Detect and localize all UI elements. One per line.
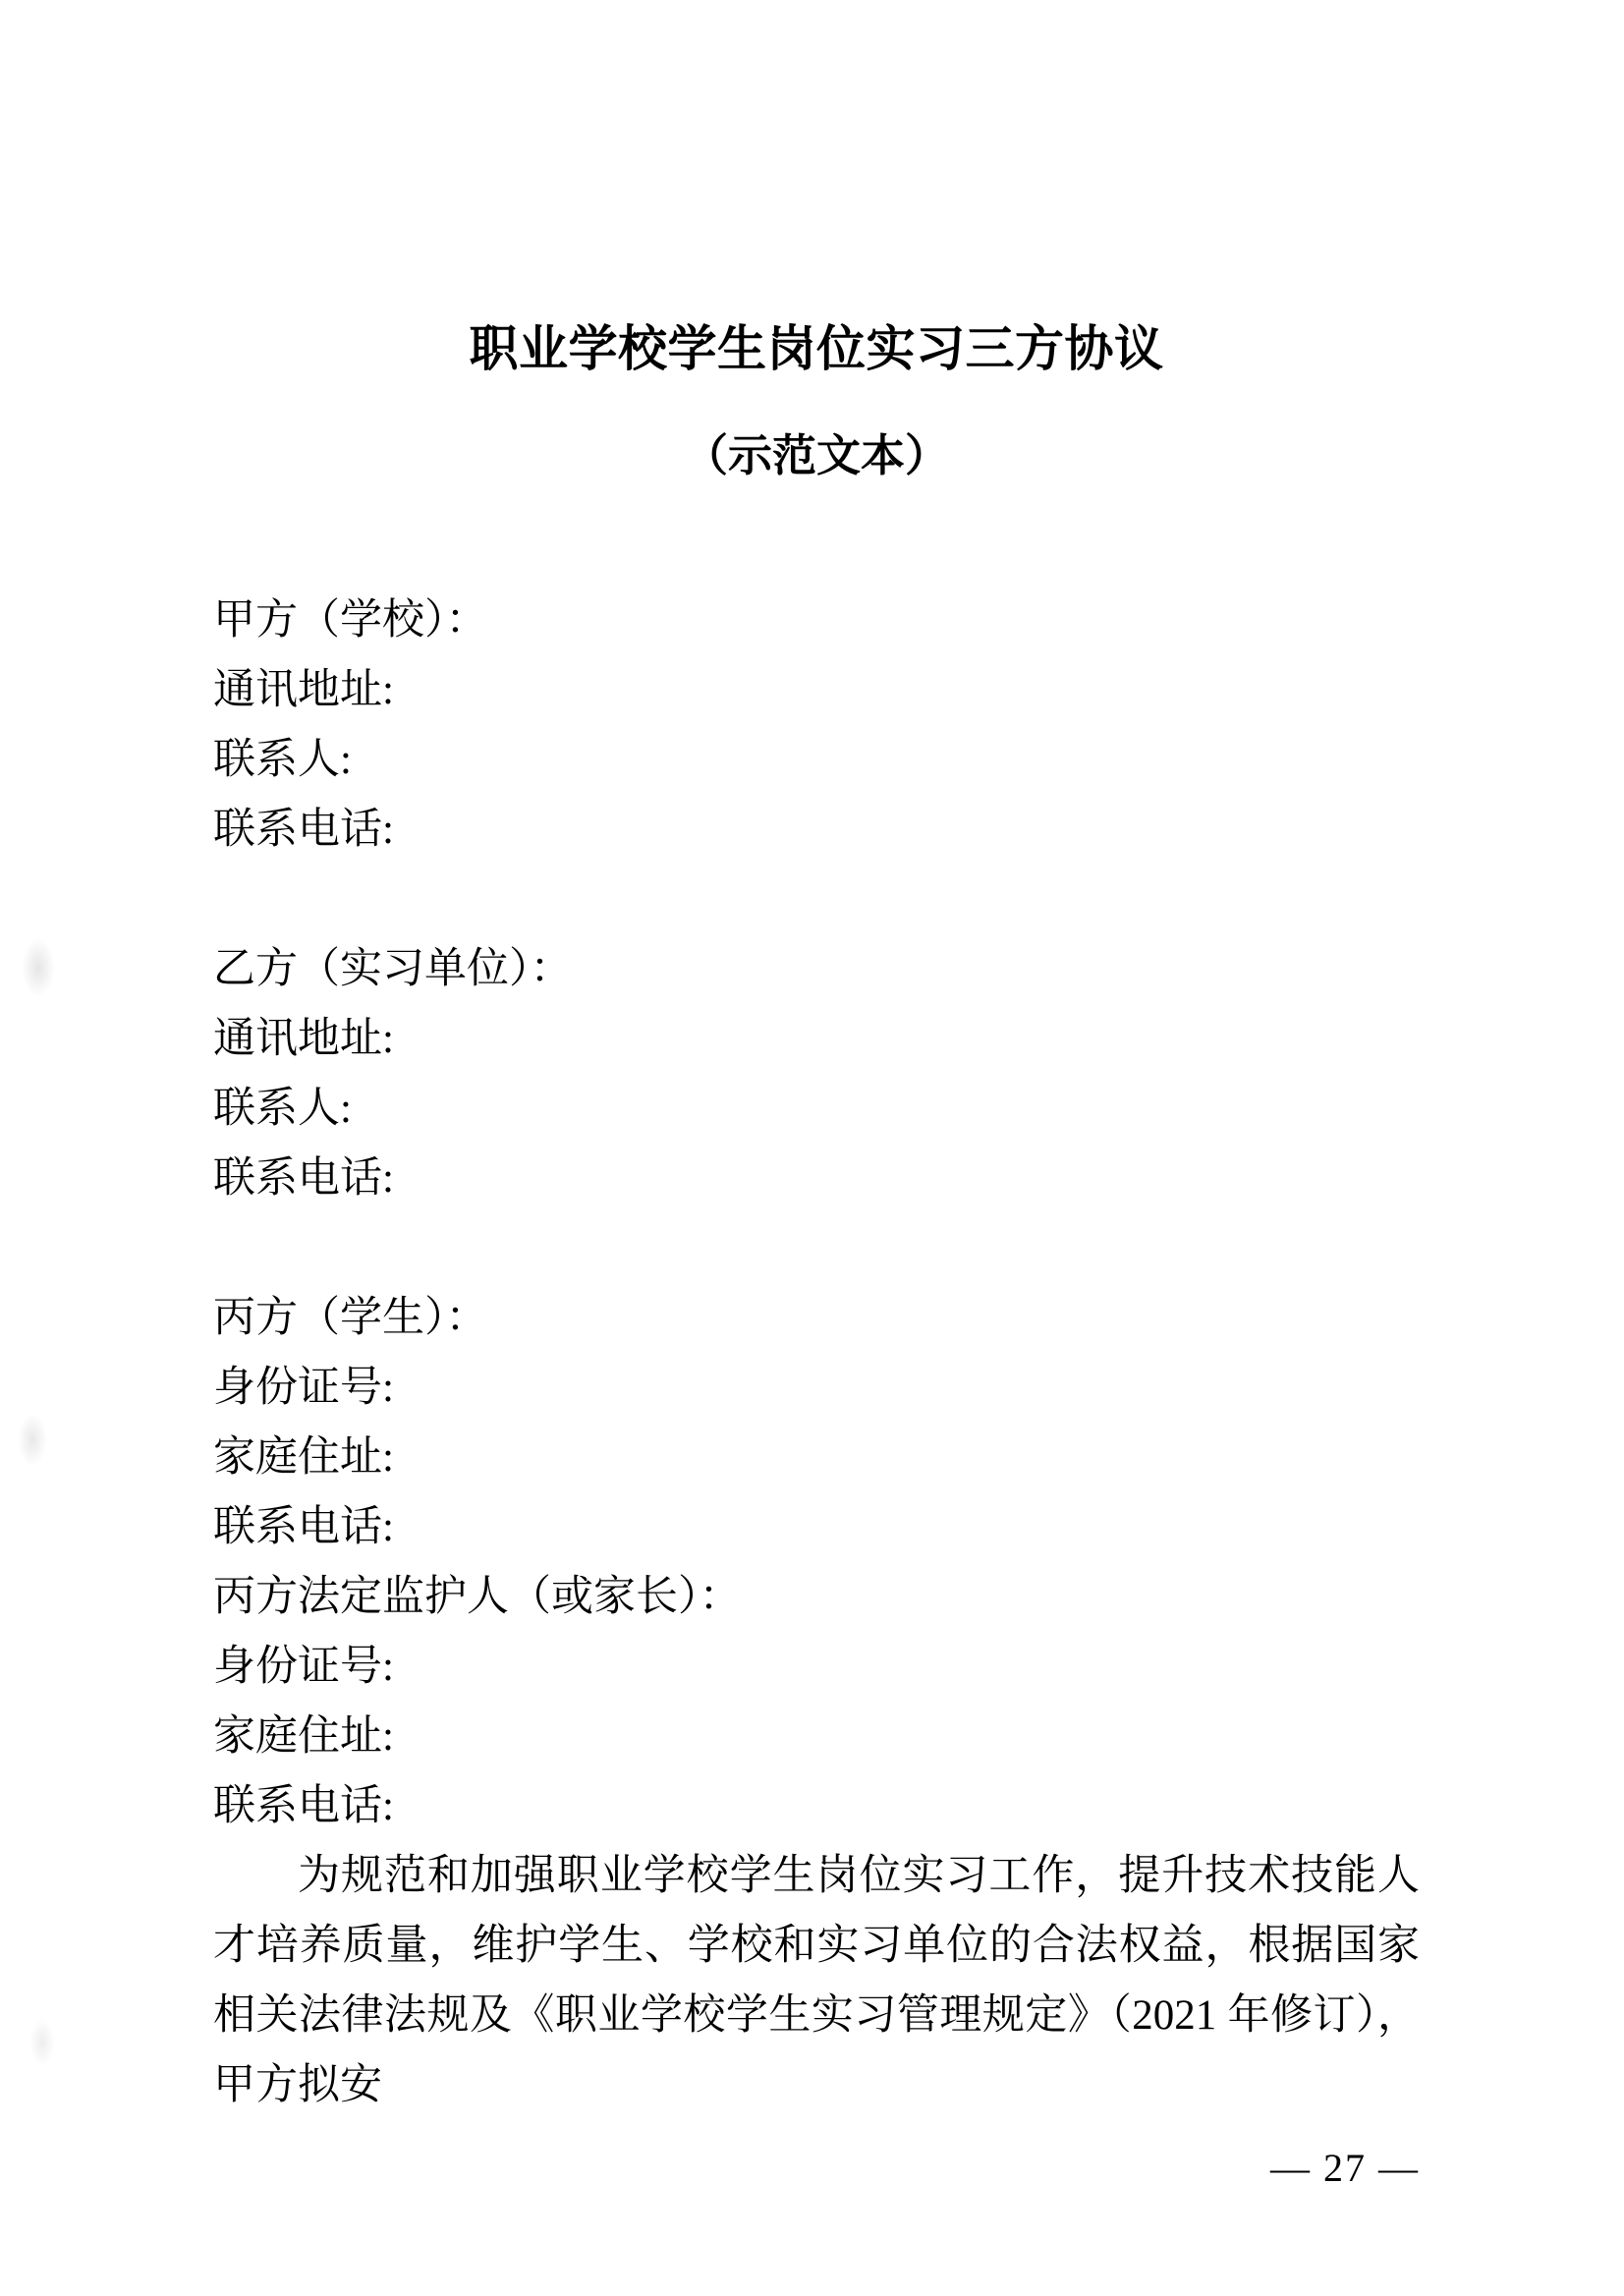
party-b-heading: 乙方（实习单位）： <box>213 946 573 992</box>
party-c-id-label: 身份证号: <box>213 1365 394 1411</box>
party-b-contact-label: 联系人: <box>213 1086 352 1132</box>
party-c-guardian-heading: 丙方法定监护人（或家长）： <box>213 1574 742 1620</box>
document-title: 职业学校学生岗位实习三方协议 <box>469 321 1164 376</box>
guardian-phone-label: 联系电话: <box>213 1783 394 1829</box>
guardian-id-label: 身份证号: <box>213 1644 394 1690</box>
party-b-section <box>213 934 1420 1213</box>
party-a-phone-label: 联系电话: <box>213 807 394 853</box>
party-b-phone-label: 联系电话: <box>213 1155 394 1202</box>
party-a-section <box>213 586 1420 865</box>
scan-artifact <box>22 938 55 997</box>
party-c-heading: 丙方（学生）： <box>213 1295 488 1341</box>
intro-paragraph: 为规范和加强职业学校学生岗位实习工作，提升技术技能人才培养质量，维护学生、学校和实习单位的合法权益，根据国家相关法律法规及《职业学校学生实习管理规定》（2021 年修订），甲方拟安 <box>213 1853 1420 2108</box>
document-content <box>213 0 1420 2190</box>
party-a-address-label: 通讯地址: <box>213 667 394 713</box>
scan-artifact <box>18 1413 47 1467</box>
party-b-address-label: 通讯地址: <box>213 1016 394 1062</box>
party-c-section <box>213 1283 1420 1841</box>
document-subtitle: （示范文本） <box>683 430 949 480</box>
party-c-home-address-label: 家庭住址: <box>213 1434 394 1481</box>
party-a-contact-label: 联系人: <box>213 737 352 783</box>
scan-artifact <box>29 2019 55 2066</box>
guardian-home-address-label: 家庭住址: <box>213 1713 394 1760</box>
party-a-heading: 甲方（学校）： <box>213 597 488 644</box>
party-c-phone-label: 联系电话: <box>213 1504 394 1550</box>
page-number: — 27 — <box>1270 2146 1420 2190</box>
